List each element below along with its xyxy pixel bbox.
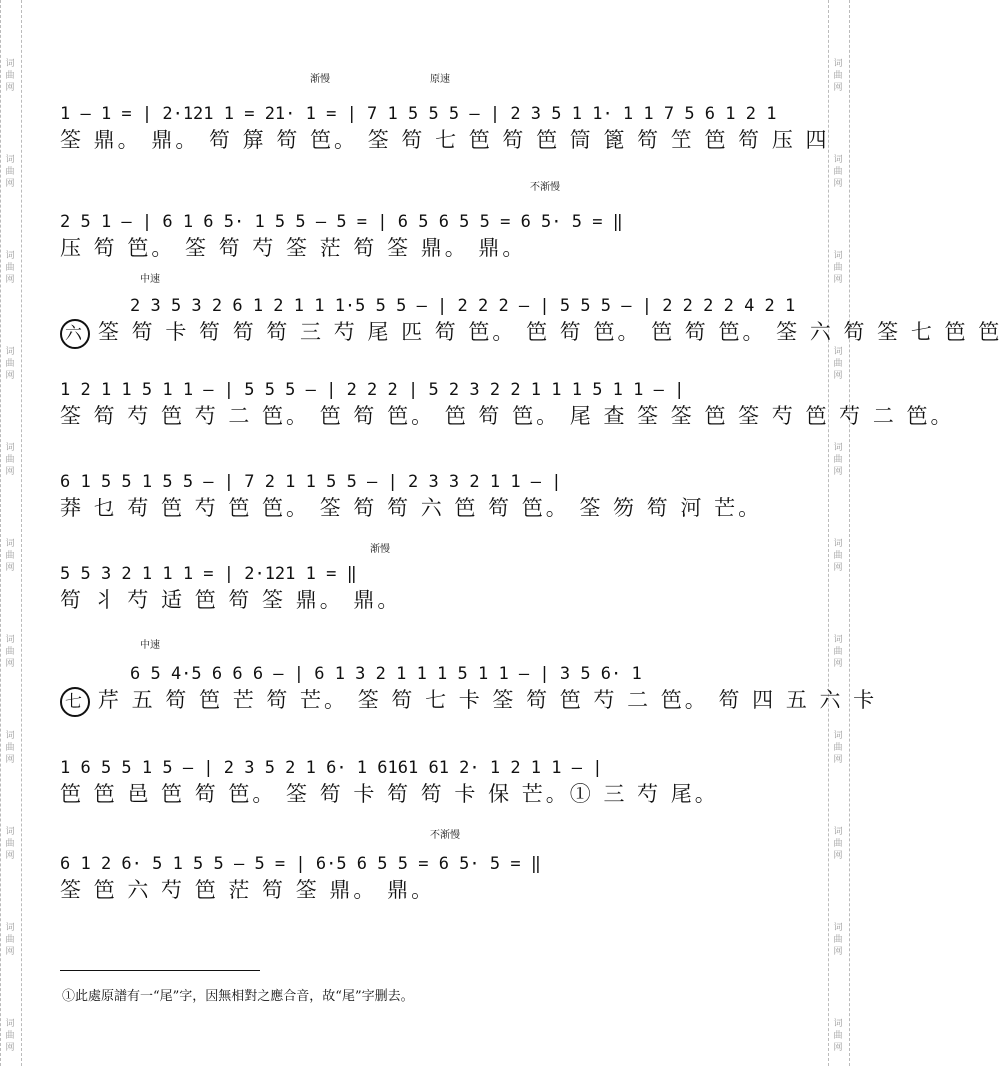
margin-watermark: 词 曲 网 <box>833 155 843 189</box>
jianpu-notation-line: 2 3 5 3 2 6 1 2 1 1 1·5 5 5 — | 2 2 2 — | 5 5 5 — | 2 2 2 2 4 2 1 <box>130 296 796 316</box>
score-system-8 <box>60 732 800 828</box>
score-system-5 <box>60 452 800 544</box>
gongche-lyrics-line: 筌 笱 芍 笆 芍 二 笆。 笆 笱 笆。 笆 笱 笆。 尾 查 筌 筌 笆 筌 芍 笆 芍 二 笆。 <box>60 404 955 428</box>
score-system-2 <box>60 170 800 270</box>
tempo-annotation: 原速 <box>430 74 450 85</box>
margin-watermark: 词 曲 网 <box>833 443 843 477</box>
score-system-6 <box>60 544 800 636</box>
gongche-lyrics-line: 筌 鼎。 鼎。 笱 箳 笱 笆。 筌 笱 七 笆 笱 笆 筒 篦 笱 笁 笆 笱 压 四 <box>60 128 830 152</box>
margin-watermark: 词 曲 网 <box>5 59 15 93</box>
section-number-circle: 六 <box>60 319 90 349</box>
margin-watermark: 词 曲 网 <box>5 155 15 189</box>
margin-watermark: 词 曲 网 <box>833 347 843 381</box>
margin-watermark: 词 曲 网 <box>5 539 15 573</box>
tempo-annotation: 渐慢 <box>370 544 390 555</box>
margin-watermark: 词 曲 网 <box>5 251 15 285</box>
tempo-annotation: 不渐慢 <box>430 830 460 841</box>
margin-watermark: 词 曲 网 <box>833 827 843 861</box>
tempo-annotation: 不渐慢 <box>530 182 560 193</box>
margin-watermark: 词 曲 网 <box>833 59 843 93</box>
right-margin-strip <box>828 0 850 1066</box>
margin-watermark: 词 曲 网 <box>833 251 843 285</box>
margin-watermark: 词 曲 网 <box>833 635 843 669</box>
footnote-text: ①此處原譜有一“尾”字，因無相對之應合音，故“尾”字删去。 <box>62 989 414 1004</box>
gongche-lyrics-line: 压 笱 笆。 筌 笱 芍 筌 茫 笱 筌 鼎。 鼎。 <box>60 236 527 260</box>
footnote-divider <box>60 970 260 971</box>
jianpu-notation-line: 5 5 3 2 1 1 1 = | 2·121 1 = ‖ <box>60 564 357 584</box>
margin-watermark: 词 曲 网 <box>5 1019 15 1053</box>
gongche-lyrics-line: 笱 丬 芍 适 笆 笱 筌 鼎。 鼎。 <box>60 588 402 612</box>
jianpu-notation-line: 6 1 2 6· 5 1 5 5 — 5 = | 6·5 6 5 5 = 6 5· 5 = ‖ <box>60 854 542 874</box>
margin-watermark: 词 曲 网 <box>833 539 843 573</box>
section-number-circle: 七 <box>60 687 90 717</box>
lyrics-text: 芹 五 笱 笆 芒 笱 芒。 筌 笱 七 卡 筌 笱 笆 芍 二 笆。 笱 四 五 六 卡 <box>98 688 878 712</box>
tempo-annotation: 渐慢 <box>310 74 330 85</box>
gongche-lyrics-line: 笆 笆 邑 笆 笱 笆。 筌 笱 卡 笱 笱 卡 保 芒。① 三 芍 尾。 <box>60 782 719 806</box>
jianpu-notation-line: 2 5 1 — | 6 1 6 5· 1 5 5 — 5 = | 6 5 6 5 5 = 6 5· 5 = ‖ <box>60 212 623 232</box>
lyrics-text: 筌 笱 卡 笱 笱 笱 三 芍 尾 匹 笱 笆。 笆 笱 笆。 笆 笱 笆。 筌 六 笱 筌 七 笆 笆 <box>98 320 1002 344</box>
jianpu-notation-line: 1 6 5 5 1 5 — | 2 3 5 2 1 6· 1 6161 61 2· 1 2 1 1 — | <box>60 758 603 778</box>
gongche-lyrics-line: 筌 笆 六 芍 笆 茫 笱 筌 鼎。 鼎。 <box>60 878 436 902</box>
gongche-lyrics-line <box>60 316 1002 348</box>
gongche-lyrics-line <box>60 684 878 716</box>
score-system-3 <box>60 270 1002 360</box>
margin-watermark: 词 曲 网 <box>5 635 15 669</box>
margin-watermark: 词 曲 网 <box>5 443 15 477</box>
jianpu-notation-line: 1 2 1 1 5 1 1 — | 5 5 5 — | 2 2 2 | 5 2 3 2 2 1 1 1 5 1 1 — | <box>60 380 685 400</box>
margin-watermark: 词 曲 网 <box>5 827 15 861</box>
tempo-annotation: 中速 <box>140 274 160 285</box>
tempo-annotation: 中速 <box>140 640 160 651</box>
jianpu-notation-line: 6 1 5 5 1 5 5 — | 7 2 1 1 5 5 — | 2 3 3 2 1 1 — | <box>60 472 562 492</box>
jianpu-notation-line: 1 — 1 = | 2·121 1 = 21· 1 = | 7 1 5 5 5 — | 2 3 5 1 1· 1 1 7 5 6 1 2 1 <box>60 104 777 124</box>
margin-watermark: 词 曲 网 <box>5 731 15 765</box>
margin-watermark: 词 曲 网 <box>833 731 843 765</box>
score-system-1 <box>60 70 830 170</box>
margin-watermark: 词 曲 网 <box>833 1019 843 1053</box>
margin-watermark: 词 曲 网 <box>833 923 843 957</box>
left-margin-strip <box>0 0 22 1066</box>
margin-watermark: 词 曲 网 <box>5 923 15 957</box>
left-margin-watermarks <box>3 58 17 1054</box>
margin-watermark: 词 曲 网 <box>5 347 15 381</box>
gongche-lyrics-line: 莽 乜 苟 笆 芍 笆 笆。 筌 笱 笱 六 笆 笱 笆。 筌 笏 笱 河 芒。 <box>60 496 763 520</box>
jianpu-notation-line: 6 5 4·5 6 6 6 — | 6 1 3 2 1 1 1 5 1 1 — | 3 5 6· 1 <box>130 664 642 684</box>
right-margin-watermarks <box>831 58 845 1054</box>
score-system-9 <box>60 828 800 924</box>
